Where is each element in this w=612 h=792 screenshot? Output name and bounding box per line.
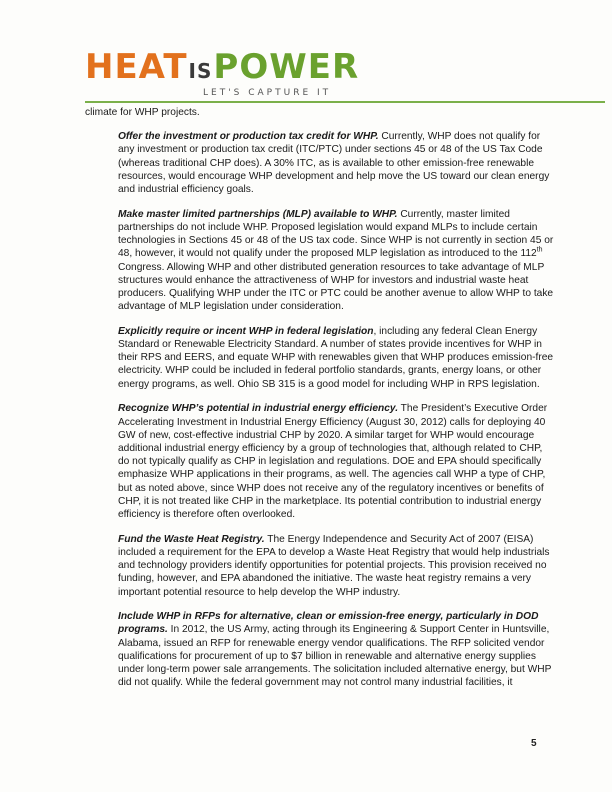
ordinal-superscript: th: [536, 246, 543, 254]
paragraph-mlp: [118, 208, 555, 314]
logo-is: IS: [188, 59, 213, 83]
paragraph-tax-credit: [118, 130, 555, 196]
paragraph-body: Currently, master limited partnerships do not include WHP. Proposed legislation would expand MLPs to include certain technologies in Sections 45 or 48 of the US tax code. Since WHP is not currently in section 45 or 48, however, it would not qualify under the proposed MLP legislation as introduced to the 112: [118, 208, 554, 260]
paragraph-body: , including any federal Clean Energy Standard or Renewable Electricity Standard. A number of states provide incentives for WHP in their RPS and EERS, and equate WHP with renewables given that WHP produces emission-free electricity. WHP could be included in federal portfolio standards, grants, energy loans, or other energy programs, as well. Ohio SB 315 is a good model for including WHP in RPS legislation.: [118, 325, 554, 390]
heat-is-power-logo: [85, 47, 360, 108]
body-text: [85, 106, 555, 701]
paragraph-heading: Include WHP in RFPs for alternative, clean or emission-free energy, particularly in DOD programs.: [118, 611, 539, 636]
paragraph-body: Currently, WHP does not qualify for any investment or production tax credit (ITC/PTC) under sections 45 or 48 of the US Tax Code (whereas traditional CHP does). A 30% ITC, as is available to other emission-free renewable resources, would encourage WHP development and help move the US toward our clean energy and industrial efficiency goals.: [118, 131, 550, 196]
paragraph-heading: Fund the Waste Heat Registry.: [118, 533, 265, 545]
paragraph-federal-legislation: [118, 325, 555, 391]
lead-paragraph: climate for WHP projects.: [85, 107, 200, 118]
paragraph-body: In 2012, the US Army, acting through its Engineering & Support Center in Huntsville, Alabama, issued an RFP for renewable energy vendor qualifications. The RFP solicited vendor qualifications for procurement of up to $7 billion in renewable and alternative energy supplies under long-term power sale arrangements. The solicitation included alternative energy, but WHP did not qualify. While the federal government may not control many industrial facilities, it: [118, 624, 552, 689]
page-number: 5: [531, 738, 537, 749]
paragraph-waste-heat-registry: [118, 533, 555, 599]
paragraph-heading: Offer the investment or production tax credit for WHP.: [118, 131, 379, 143]
logo-heat: HEAT: [85, 47, 188, 87]
paragraph-industrial-efficiency: [118, 402, 555, 521]
paragraph-heading: Make master limited partnerships (MLP) available to WHP.: [118, 208, 398, 220]
paragraph-heading: Explicitly require or incent WHP in federal legislation: [118, 325, 374, 337]
paragraph-body: The Energy Independence and Security Act of 2007 (EISA) included a requirement for the EPA to develop a Waste Heat Registry that would help industrials and technology providers identify opportunities for potential projects. This provision received no funding, however, and EPA abandoned the initiative. The waste heat registry remains a very important potential resource to help develop the WHP industry.: [118, 533, 550, 598]
paragraph-heading: Recognize WHP’s potential in industrial energy efficiency.: [118, 403, 399, 415]
logo-power: POWER: [213, 47, 360, 87]
paragraph-body: The President’s Executive Order Accelerating Investment in Industrial Energy Efficiency (August 30, 2012) calls for deploying 40 GW of new, cost-effective industrial CHP by 2020. A similar target for WHP would encourage additional industrial energy efficiency by a group of technologies that, although related to CHP, do not typically qualify as CHP in legislation and regulations. DOE and EPA should specifically emphasize WHP applications in their programs, as well. The agencies call WHP a type of CHP, but as noted above, since WHP does not receive any of the regulatory incentives or benefits of CHP, it is not treated like CHP in the marketplace. Its potential contribution to industrial energy efficiency is therefore often overlooked.: [118, 403, 548, 520]
paragraph-rfps: [118, 610, 555, 689]
logo-tagline: LET'S CAPTURE IT: [203, 88, 332, 98]
logo-wordmark: [85, 48, 359, 90]
paragraph-body-continued: Congress. Allowing WHP and other distributed generation resources to take advantage of MLP structures would enhance the attractiveness of WHP for investors and industrial waste heat producers. Qualifying WHP under the ITC or PTC could be another avenue to allow WHP to take advantage of MLP legislation under consideration.: [118, 261, 554, 313]
header-divider: [85, 101, 605, 103]
